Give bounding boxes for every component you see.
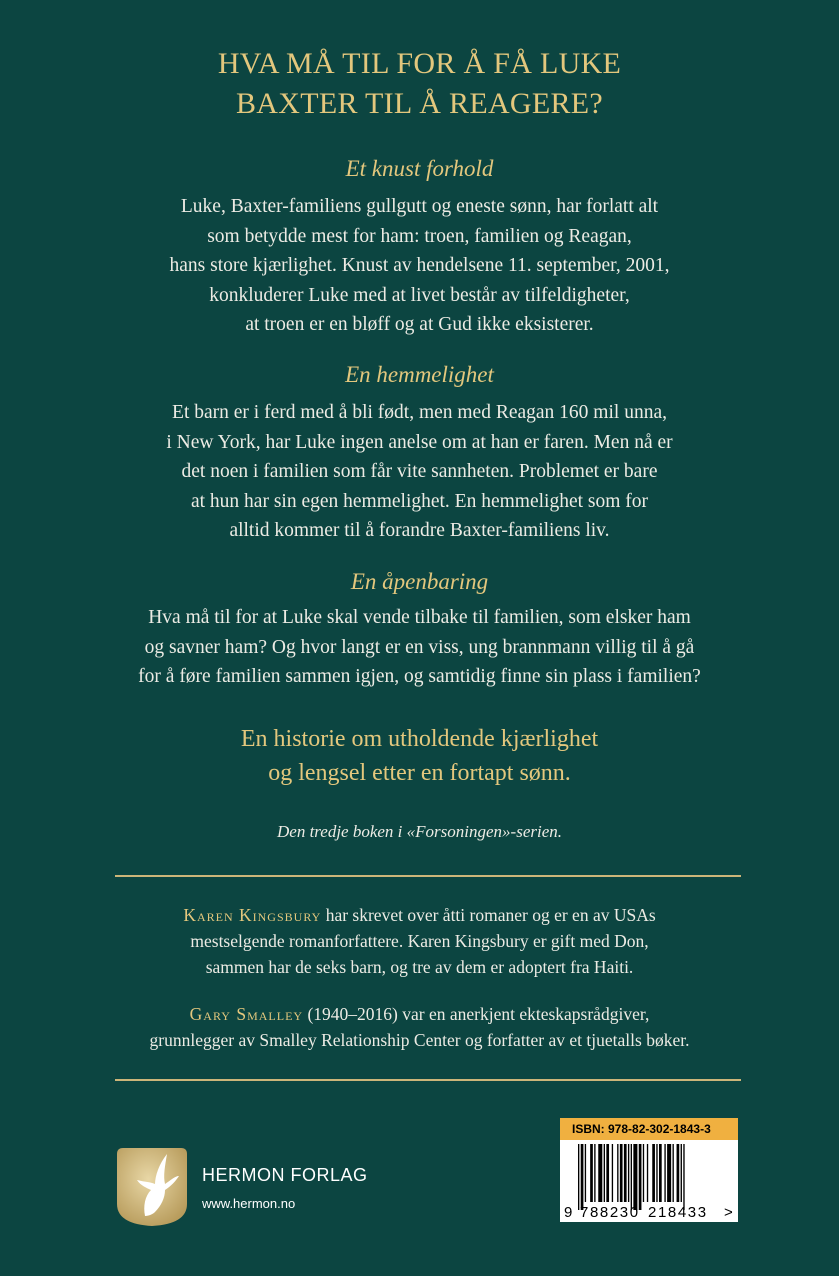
tagline — [0, 722, 839, 790]
barcode-digits-left: 788230 — [580, 1204, 640, 1221]
barcode-bars — [578, 1144, 685, 1210]
barcode-image — [560, 1140, 738, 1222]
barcode-bar — [683, 1144, 684, 1210]
section-body-1 — [60, 192, 779, 340]
section-body-2 — [60, 398, 779, 546]
barcode-bar — [606, 1144, 609, 1202]
barcode-bar — [673, 1144, 674, 1202]
section-3-line: for å føre familien sammen igjen, og samtidig finne sin plass i familien? — [138, 666, 701, 687]
tagline-line-1: En historie om utholdende kjærlighet — [240, 726, 599, 752]
section-2-line: alltid kommer til å forandre Baxter-familiens liv. — [229, 520, 610, 541]
barcode-bar — [639, 1144, 642, 1210]
barcode-bar — [667, 1144, 671, 1202]
section-3-line: Hva må til for at Luke skal vende tilbake til familien, som elsker ham — [148, 607, 691, 628]
publisher-url[interactable]: www.hermon.no — [202, 1196, 296, 1211]
barcode-digit-tail: > — [724, 1204, 733, 1221]
headline-line-2: BAXTER TIL Å REAGERE? — [235, 87, 604, 120]
section-2-line: Et barn er i ferd med å bli født, men med Reagan 160 mil unna, — [172, 402, 667, 423]
author-bio-kingsbury — [60, 902, 779, 980]
section-1-line: som betydde mest for ham: troen, familien og Reagan, — [207, 225, 632, 247]
barcode-digit-lead: 9 — [564, 1204, 573, 1221]
headline-line-1: HVA MÅ TIL FOR Å FÅ LUKE — [217, 47, 622, 80]
barcode-bar — [617, 1144, 618, 1202]
barcode-bar — [620, 1144, 623, 1202]
bio-text: har skrevet over åtti romaner og er en av USAs — [321, 905, 656, 925]
section-title-1: Et knust forhold — [345, 156, 494, 181]
bio-line: mestselgende romanforfattere. Karen Kingsbury er gift med Don, — [190, 931, 649, 951]
isbn-label: ISBN: 978-82-302-1843-3 — [560, 1118, 738, 1140]
headline — [0, 44, 839, 124]
barcode-bar — [604, 1144, 605, 1202]
section-body-3 — [60, 603, 779, 692]
section-1-line: konkluderer Luke med at livet består av tilfeldigheter, — [209, 284, 630, 306]
barcode-bar — [643, 1144, 644, 1202]
author-name: Karen Kingsbury — [183, 905, 322, 925]
bio-text: (1940–2016) var en anerkjent ekteskapsrådgiver, — [303, 1004, 650, 1024]
publisher-name: HERMON FORLAG — [202, 1165, 368, 1185]
bio-first-line — [60, 1001, 779, 1027]
section-2-line: at hun har sin egen hemmelighet. En hemmelighet som for — [190, 490, 649, 512]
section-1-line: Luke, Baxter-familiens gullgutt og eneste sønn, har forlatt alt — [180, 196, 659, 217]
section-1-line: hans store kjærlighet. Knust av hendelsene 11. september, 2001, — [169, 255, 670, 276]
barcode-bar — [624, 1144, 627, 1202]
section-title-2: En hemmelighet — [345, 362, 494, 387]
author-bio-smalley — [60, 1001, 779, 1053]
isbn-barcode — [560, 1118, 738, 1222]
divider-bottom — [115, 1079, 741, 1081]
tagline-line-2: og lengsel etter en fortapt sønn. — [268, 760, 571, 786]
barcode-bar — [652, 1144, 655, 1202]
barcode-bar — [585, 1144, 586, 1202]
barcode-digits-right: 218433 — [648, 1204, 708, 1221]
bio-first-line — [60, 902, 779, 928]
section-1-line: at troen er en bløff og at Gud ikke eksisterer. — [245, 314, 594, 335]
barcode-bar — [578, 1144, 579, 1210]
bio-line: grunnlegger av Smalley Relationship Center og forfatter av et tjuetalls bøker. — [149, 1030, 690, 1050]
barcode-bar — [628, 1144, 629, 1202]
series-note: Den tredje boken i «Forsoningen»-serien. — [277, 822, 562, 841]
section-2-line: i New York, har Luke ingen anelse om at han er faren. Men nå er — [166, 431, 673, 453]
author-name: Gary Smalley — [189, 1004, 304, 1024]
dove-icon — [115, 1146, 189, 1228]
section-title-3: En åpenbaring — [350, 569, 489, 594]
barcode-bar — [664, 1144, 665, 1202]
barcode-bar — [659, 1144, 662, 1202]
barcode-bar — [612, 1144, 613, 1202]
barcode-bar — [633, 1144, 637, 1210]
barcode-bar — [590, 1144, 593, 1202]
section-3-line: og savner ham? Og hvor langt er en viss, ung brannmann villig til å gå — [144, 636, 695, 658]
barcode-bar — [581, 1144, 584, 1210]
barcode-bar — [656, 1144, 657, 1202]
barcode-bar — [598, 1144, 602, 1202]
barcode-bar — [594, 1144, 595, 1202]
barcode-bar — [631, 1144, 632, 1210]
barcode-bar — [681, 1144, 682, 1202]
bio-line: sammen har de seks barn, og tre av dem er adoptert fra Haiti. — [205, 957, 634, 977]
divider-top — [115, 875, 741, 877]
barcode-bar — [677, 1144, 680, 1202]
section-2-line: det noen i familien som får vite sannheten. Problemet er bare — [181, 461, 658, 482]
barcode-bar — [647, 1144, 648, 1202]
